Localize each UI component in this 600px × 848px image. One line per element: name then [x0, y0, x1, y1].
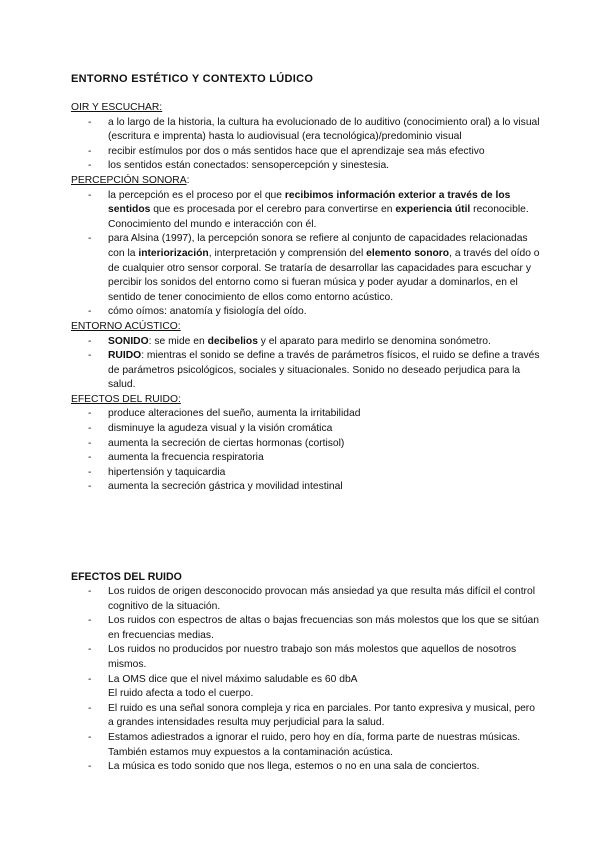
list-item: - aumenta la frecuencia respiratoria — [71, 451, 541, 466]
section-heading: PERCEPCIÓN SONORA: — [71, 174, 190, 186]
list-item: - RUIDO: mientras el sonido se define a través de parámetros físicos, el ruido se define a través de parámetros psicológicos, sociales y situacionales. Sonido no deseado perjudica para la salud. — [88, 350, 540, 391]
dash-bullet: - — [88, 644, 92, 656]
list-item: - Estamos adiestrados a ignorar el ruido, pero hoy en día, forma parte de nuestras músicas. También estamos muy expuestos a la contaminación acústica. — [88, 731, 521, 758]
list-item: - cómo oímos: anatomía y fisiología del oído. — [71, 305, 541, 320]
dash-bullet: - — [88, 306, 92, 318]
list-item: - recibir estímulos por dos o más sentidos hace que el aprendizaje sea más efectivo — [71, 145, 541, 160]
list-item: - la percepción es el proceso por el que recibimos información exterior a través de los sentidos que es procesada por el cerebro para convertirse en experiencia útil reconocible. Conocimiento del mundo e interacción con él. — [88, 189, 529, 230]
list-item: - El ruido es una señal sonora compleja y rica en parciales. Por tanto expresiva y musical, pero a grandes intensidades resulta muy perjudicial para la salud. — [88, 702, 535, 729]
bullet-list — [71, 189, 541, 320]
list-item: - Los ruidos de origen desconocido provocan más ansiedad ya que resulta más difícil el control cognitivo de la situación. — [88, 586, 535, 612]
dash-bullet: - — [88, 233, 92, 245]
dash-bullet: - — [88, 335, 92, 347]
dash-bullet: - — [88, 761, 92, 773]
bullet-list — [71, 116, 541, 174]
bullet-list — [71, 335, 541, 393]
list-item: - para Alsina (1997), la percepción sonora se refiere al conjunto de capacidades relacionadas con la interiorización, interpretación y comprensión del elemento sonoro, a través del oído o de cualquier otro sensor corporal. Se trataría de desarrollar las capacidades para escuchar y percibir los sonidos del entorno como si fueran música y poder ayudar a dominarlos, en el sentido de tener conocimiento de ellos como entorno acústico. — [88, 233, 540, 303]
list-item: - produce alteraciones del sueño, aumenta la irritabilidad — [71, 407, 541, 422]
dash-bullet: - — [88, 452, 92, 464]
dash-bullet: - — [88, 673, 92, 685]
section-oir-y-escuchar — [71, 101, 541, 495]
dash-bullet: - — [88, 189, 92, 201]
section-heading: EFECTOS DEL RUIDO — [71, 571, 182, 583]
page-title: ENTORNO ESTÉTICO Y CONTEXTO LÚDICO — [71, 73, 314, 85]
dash-bullet: - — [88, 466, 92, 478]
section-efectos-del-ruido-bold — [71, 570, 541, 775]
list-item: - los sentidos están conectados: sensopercepción y sinestesia. — [71, 159, 541, 174]
list-item: - aumenta la secreción de ciertas hormonas (cortisol) — [71, 437, 541, 452]
dash-bullet: - — [88, 350, 92, 362]
section-heading: OIR Y ESCUCHAR: — [71, 102, 163, 113]
dash-bullet: - — [88, 586, 92, 597]
list-item: - aumenta la secreción gástrica y movilidad intestinal — [71, 480, 541, 495]
section-heading: EFECTOS DEL RUIDO: — [71, 393, 181, 405]
dash-bullet: - — [88, 160, 92, 172]
dash-bullet: - — [88, 116, 92, 128]
dash-bullet: - — [88, 408, 92, 420]
list-item: - disminuye la agudeza visual y la visión cromática — [71, 422, 541, 437]
list-item: - La OMS dice que el nivel máximo saludable es 60 dbA El ruido afecta a todo el cuerpo. — [88, 673, 358, 700]
list-item: - La música es todo sonido que nos llega, estemos o no en una sala de conciertos. — [71, 760, 541, 775]
dash-bullet: - — [88, 615, 92, 627]
list-item: - Los ruidos con espectros de altas o bajas frecuencias son más molestos que los que se sitúan en frecuencias medias. — [88, 615, 539, 641]
bullet-list — [71, 407, 541, 495]
list-item: - hipertensión y taquicardia — [71, 466, 541, 481]
bullet-list — [71, 585, 541, 775]
dash-bullet: - — [88, 702, 92, 714]
dash-bullet: - — [88, 731, 92, 743]
dash-bullet: - — [88, 437, 92, 449]
dash-bullet: - — [88, 145, 92, 157]
list-item: - SONIDO: se mide en decibelios y el aparato para medirlo se denomina sonómetro. — [71, 335, 541, 350]
list-item: - Los ruidos no producidos por nuestro trabajo son más molestos que aquellos de nosotros mismos. — [88, 644, 517, 670]
list-item: - a lo largo de la historia, la cultura ha evolucionado de lo auditivo (conocimiento oral) a lo visual (escritura e imprenta) hasta lo audiovisual (era tecnológica)/predominio visual — [88, 116, 540, 143]
dash-bullet: - — [88, 481, 92, 493]
dash-bullet: - — [88, 423, 92, 435]
section-heading: ENTORNO ACÚSTICO: — [71, 320, 181, 332]
